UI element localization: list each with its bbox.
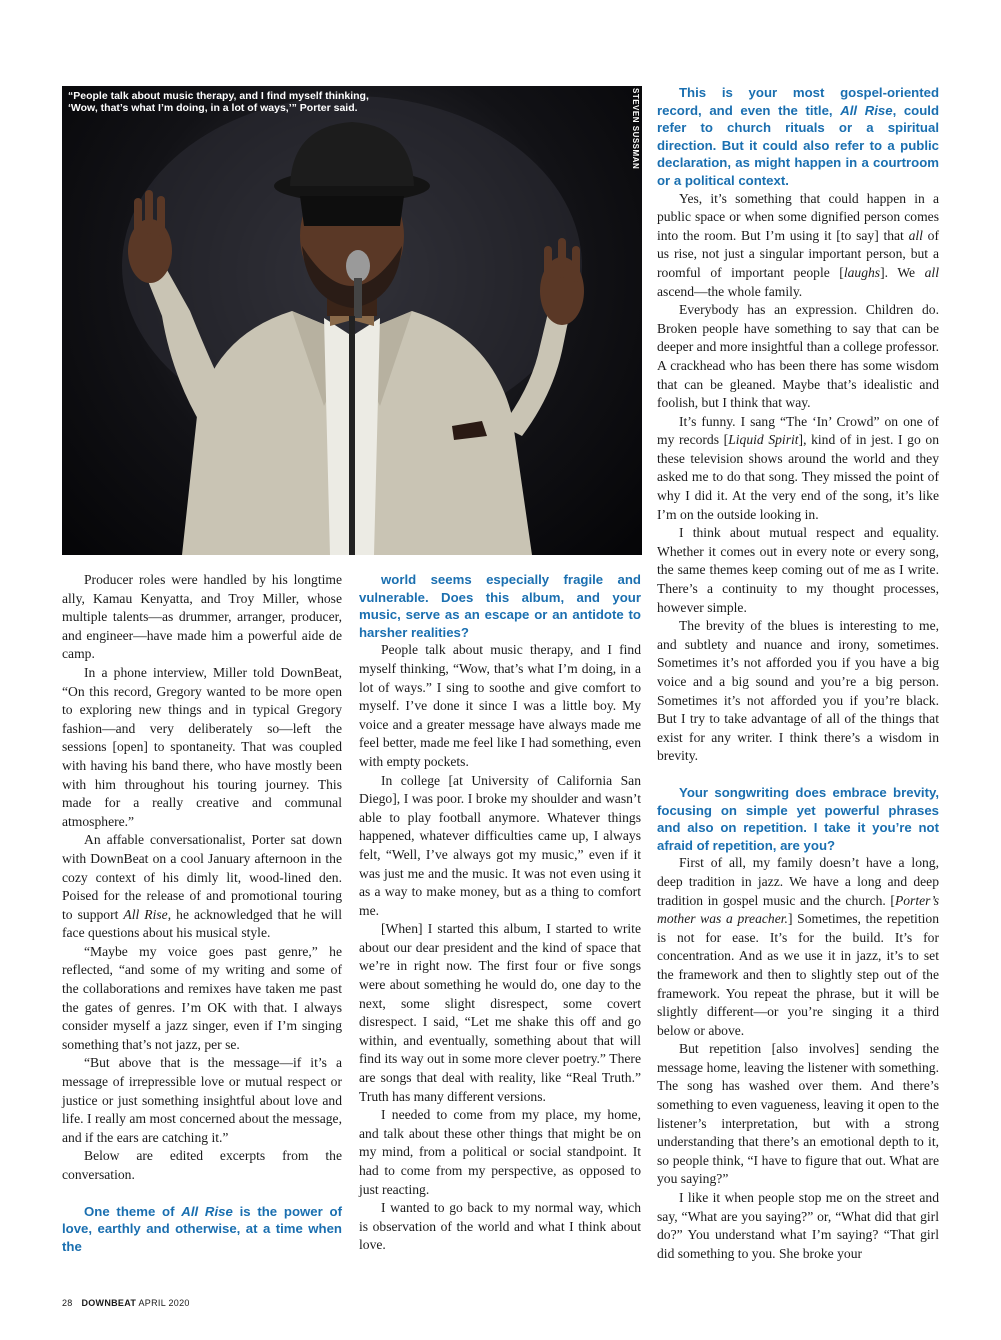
paragraph: I like it when people stop me on the street and say, “What are you saying?” or, “What did that girl do?” You understand what I’m saying? “That girl did something to you. She broke your: [657, 1190, 939, 1261]
column-3: [657, 84, 939, 1263]
paragraph: Producer roles were handled by his longtime ally, Kamau Kenyatta, and Troy Miller, whose multiple talents—as drummer, arranger, producer, and engineer—have made him a powerful aide de camp.: [62, 572, 342, 662]
paragraph: “But above that is the message—if it’s a message of irrepressible love or mutual respect or justice or just something insightful about love and life. I really am most concerned about the message, and if the ears are catching it.”: [62, 1055, 342, 1145]
column-2: [359, 571, 641, 1255]
paragraph: “Maybe my voice goes past genre,” he reflected, “and some of my writing and some of the collaborations and remixes have taken me past the gates of genres. I’m OK with that. I always consider myself a jazz singer, even if I’m singing something that’s not jazz, per se.: [62, 943, 342, 1052]
paragraph: Everybody has an expression. Children do. Broken people have something to say that can be deeper and more insightful than a college professor. A crackhead who has been there has some wisdom that can be gleaned. Maybe that’s idealistic and foolish, but I think that way.: [657, 302, 939, 411]
interview-question: Your songwriting does embrace brevity, focusing on simple yet powerful phrases and also on repetition. I take it you’re not afraid of repetition, are you?: [657, 784, 939, 853]
paragraph: In a phone interview, Miller told DownBeat, “On this record, Gregory wanted to be more open to exploring new things and in typical Gregory fashion—and very deliberately so—left the sessions [open] to spontaneity. That was coupled with having his band there, who have mostly been with him throughout his touring journey. This made for a really creative and communal atmosphere.”: [62, 664, 342, 829]
paragraph: I wanted to go back to my normal way, which is observation of the world and what I think about love.: [359, 1200, 641, 1253]
paragraph: I needed to come from my place, my home, and talk about these other things that might be on my mind, from a political or social standpoint. It had to come from my perspective, as opposed to just reacting.: [359, 1107, 641, 1197]
interview-question: world seems especially fragile and vulnerable. Does this album, and your music, serve as an escape or an antidote to harsher realities?: [359, 572, 641, 640]
column-1: [62, 571, 342, 1255]
interview-question: One theme of All Rise is the power of love, earthly and otherwise, at a time when the: [62, 1203, 342, 1254]
magazine-name: DOWNBEAT: [81, 1298, 137, 1308]
paragraph: Yes, it’s something that could happen in a public space or when some dignified person comes into the room. But I’m using it [to say] that all of us rise, not just a singular important person, but a roomful of important people [laughs]. We all ascend—the whole family.: [657, 190, 939, 299]
paragraph: I think about mutual respect and equality. Whether it comes out in every note or every song, the same themes keep coming out of me as I write. There’s a continuity to my thought processes, however simple.: [657, 525, 939, 615]
page-number: 28: [62, 1298, 73, 1308]
photo-caption: “People talk about music therapy, and I find myself thinking, ‘Wow, that’s what I’m doing, in a lot of ways,’” Porter said.: [68, 90, 369, 114]
paragraph: First of all, my family doesn’t have a long, deep tradition in jazz. We have a long and deep tradition in gospel music and the church. [Porter’s mother was a preacher.] Sometimes, the repetition is not for ease. It’s for the build. It’s for concentration. And as we use it in jazz, it’s to set the framework and then to slightly step out of the framework. You repeat the phrase, but it will be slightly different—or you’re singing it a third below or above.: [657, 855, 939, 1038]
concert-photo: [62, 86, 642, 555]
paragraph: Below are edited excerpts from the conversation.: [62, 1148, 342, 1182]
paragraph: But repetition [also involves] sending the message home, leaving the listener with something. The song has washed over them. And there’s something to even vagueness, leaving it open to the listener’s interpretation, but with a strong understanding that there’s an emotional depth to it, so people think, “I have to figure that out. What are you saying?”: [657, 1041, 939, 1187]
issue-date: APRIL 2020: [138, 1298, 190, 1308]
singer-illustration: [62, 86, 642, 555]
paragraph: [When] I started this album, I started to write about our dear president and the kind of space that we’re in right now. The first four or five songs were about something he would do, one day to the next, some slight disrespect, some covert disrespect. I said, “Let me shake this off and go within, and eventually, something about that will find its way out in some more clever poetry.” There are songs that deal with reality, like “Real Truth.” Truth has many different versions.: [359, 921, 641, 1104]
paragraph: The brevity of the blues is interesting to me, and subtlety and nuance and irony, sometimes. Sometimes it’s not afforded you if you have a big voice and a big sound and you’re a big person. Sometimes it’s not afforded you if you’re black. But I try to take advantage of all of the things that exist for any writer. I think there’s a wisdom in brevity.: [657, 618, 939, 764]
paragraph: People talk about music therapy, and I find myself thinking, “Wow, that’s what I’m doing, in a lot of ways.” I sing to soothe and give comfort to myself. I’ve done it since I was a little boy. My voice and a greater message have always made me feel better, made me feel like I had something, even with empty pockets.: [359, 642, 641, 769]
paragraph: An affable conversationalist, Porter sat down with DownBeat on a cool January afternoon in the cozy context of his dimly lit, wood-lined den. Poised for the release of and promotional touring to support All Rise, he acknowledged that he will face questions about his musical style.: [62, 832, 342, 941]
paragraph: In college [at University of California San Diego], I was poor. I broke my shoulder and wasn’t able to play football anymore. Whatever things happened, whatever difficulties came up, I always felt, “Well, I’ve always got my music,” even if it was just me and the music. It was not even using it as a way to make money, but as a thing to comfort me.: [359, 772, 641, 918]
photo-credit: STEVEN SUSSMAN: [631, 88, 640, 170]
page-footer: [62, 1298, 190, 1308]
interview-question: This is your most gospel-oriented record, and even the title, All Rise, could refer to church rituals or a spiritual direction. But it could also refer to a public declaration, as might happen in a courtroom or a political context.: [657, 85, 940, 188]
paragraph: It’s funny. I sang “The ‘In’ Crowd” on one of my records [Liquid Spirit], kind of in jest. I go on these television shows around the world and they asked me to do that song. They missed the point of why I did it. At the very end of the song, it’s like I’m on the outside looking in.: [657, 413, 939, 522]
